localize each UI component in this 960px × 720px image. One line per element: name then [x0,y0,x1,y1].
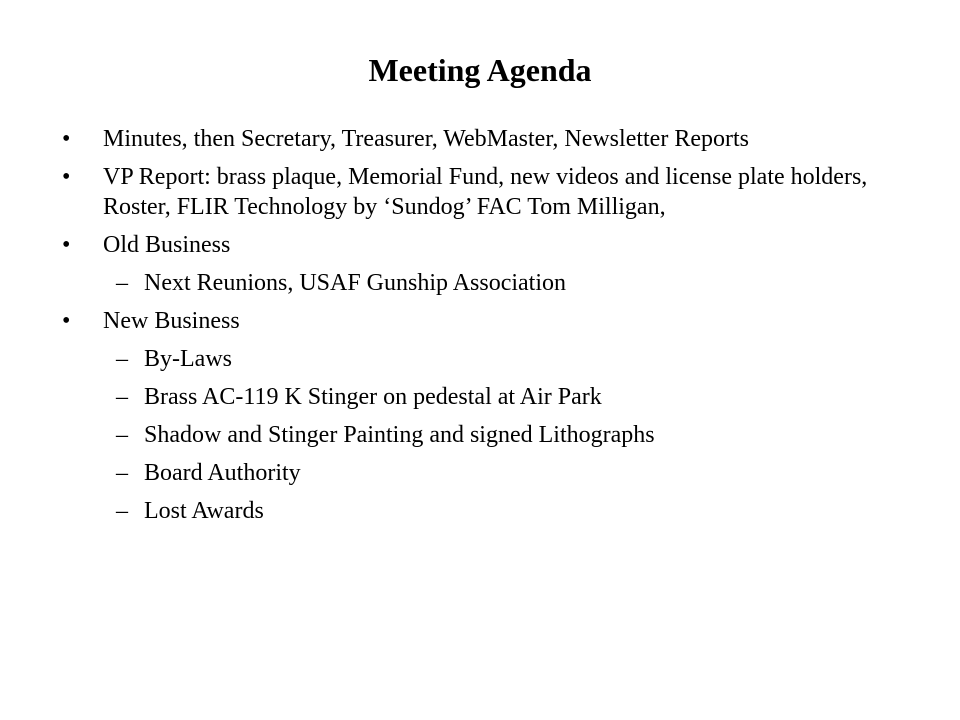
agenda-subitem [62,458,922,488]
agenda-subitem-text: Board Authority [144,460,301,486]
agenda-subitem [62,268,922,298]
dash-icon: – [116,346,128,372]
dash-icon: – [116,384,128,410]
agenda-subitem-text: Next Reunions, USAF Gunship Association [144,270,567,296]
dash-icon: – [116,460,128,486]
bullet-icon: • [62,164,71,190]
dash-icon: – [116,270,128,296]
agenda-item-text: New Business [103,308,240,334]
bullet-icon: • [62,232,71,258]
dash-icon: – [116,498,128,524]
agenda-subitem-text: Brass AC-119 K Stinger on pedestal at Air Park [144,384,602,410]
agenda-subitem [62,382,922,412]
agenda-item [62,306,922,336]
bullet-icon: • [62,308,71,334]
agenda-item [62,230,922,260]
bullet-icon: • [62,126,71,152]
agenda-subitem [62,344,922,374]
agenda-item [62,162,922,222]
agenda-item [62,124,922,154]
agenda-subitem [62,420,922,450]
agenda-subitem-text: By-Laws [144,346,232,372]
agenda-subitem-text: Shadow and Stinger Painting and signed Lithographs [144,422,655,448]
agenda-subitem [62,496,922,526]
slide-title: Meeting Agenda [368,52,592,88]
agenda-list [62,124,922,534]
agenda-subitem-text: Lost Awards [144,498,264,524]
agenda-item-text: VP Report: brass plaque, Memorial Fund, new videos and license plate holders, Roster, FLIR Technology by ‘Sundog’ FAC Tom Milligan, [103,164,868,220]
agenda-item-text: Minutes, then Secretary, Treasurer, WebMaster, Newsletter Reports [103,126,749,152]
dash-icon: – [116,422,128,448]
agenda-item-text: Old Business [103,232,231,258]
